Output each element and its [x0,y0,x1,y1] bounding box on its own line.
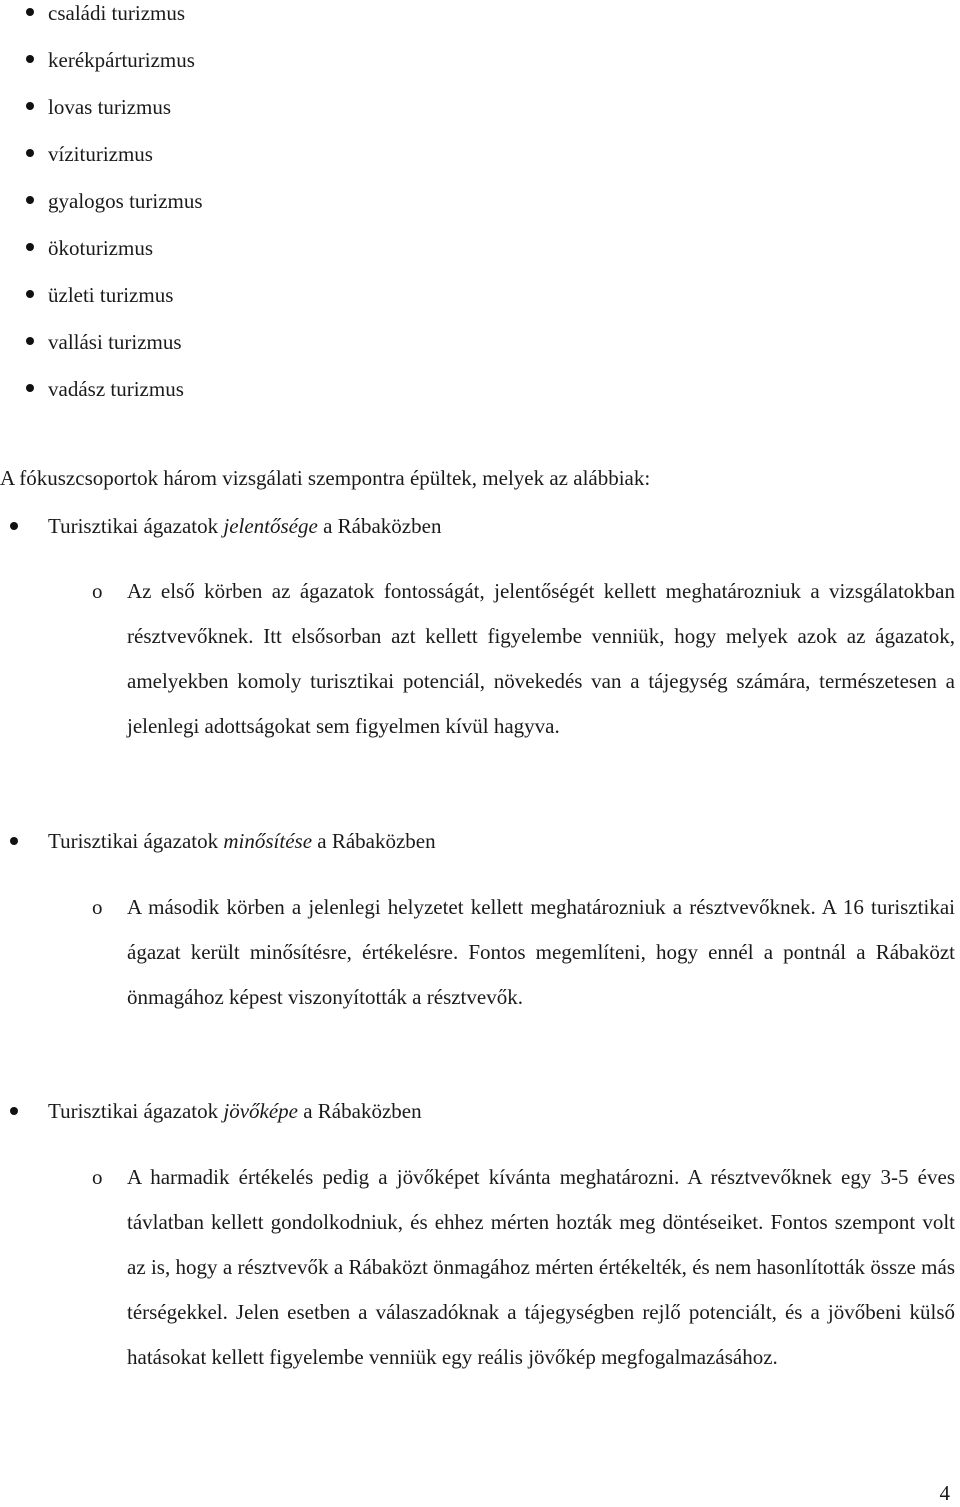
list-item-text: vadász turizmus [48,377,184,401]
page-number: 4 [939,1481,950,1505]
heading-text: Turisztikai ágazatok [48,1099,224,1123]
paragraph-text: A harmadik értékelés pedig a jövőképet kívánta meghatározni. A résztvevőknek egy 3-5 éves távlatban kellett gondolkodniuk, és ehhez mérten hozták meg döntéseiket. Fontos szempont volt az is, hogy a résztvevők a Rábaközt önmagához mérten értékelték, és nem hasonlították össze más térségekkel. Jelen esetben a válaszadóknak a tájegységben rejlő potenciált, és a jövőbeni külső hatásokat kellett figyelembe venniük egy reális jövőkép megfogalmazásához. [127,1165,955,1369]
heading-text: Turisztikai ágazatok [48,829,224,853]
sub-paragraph [92,569,955,749]
bullet-icon [10,522,18,530]
list-item-text: ökoturizmus [48,236,153,260]
heading-text: a Rábaközben [297,1099,422,1123]
bullet-icon [26,337,34,345]
list-item [0,94,960,141]
bullet-icon [10,837,18,845]
heading-emphasis: jelentősége [223,514,318,538]
intro-paragraph: A fókuszcsoportok három vizsgálati szempontra épültek, melyek az alábbiak: [0,466,651,490]
heading-emphasis: jövőképe [223,1099,298,1123]
section-heading-significance [48,512,441,540]
heading-emphasis: minősítése [223,829,313,853]
paragraph-text: A második körben a jelenlegi helyzetet kellett meghatározniuk a résztvevőknek. A 16 turisztikai ágazat került minősítésre, értékelésre. Fontos megemlíteni, hogy ennél a pontnál a Rábaközt önmagához képest viszonyították a résztvevők. [127,895,955,1009]
bullet-icon [26,102,34,110]
list-item-text: vallási turizmus [48,330,182,354]
circle-bullet-icon: o [92,579,103,603]
list-item [0,188,960,235]
sub-paragraph [92,1155,955,1380]
list-item [0,47,960,94]
bullet-icon [26,243,34,251]
list-item [0,235,960,282]
list-item-text: víziturizmus [48,142,153,166]
section-heading-rating [48,827,436,855]
list-item [0,282,960,329]
list-item-text: lovas turizmus [48,95,172,119]
bullet-icon [26,8,34,16]
circle-bullet-icon: o [92,895,103,919]
list-item-text: kerékpárturizmus [48,48,195,72]
list-item [0,376,960,423]
list-item-text: családi turizmus [48,1,186,25]
bullet-icon [26,384,34,392]
list-item-text: gyalogos turizmus [48,189,203,213]
paragraph-text: Az első körben az ágazatok fontosságát, jelentőségét kellett meghatározniuk a vizsgálatokban résztvevőknek. Itt elsősorban azt kellett figyelembe venniük, hogy melyek azok az ágazatok, amelyekben komoly turisztikai potenciál, növekedés van a tájegység számára, természetesen a jelenlegi adottságokat sem figyelmen kívül hagyva. [127,579,955,738]
section-heading-outlook [48,1097,422,1125]
bullet-icon [26,290,34,298]
heading-text: a Rábaközben [317,514,442,538]
bullet-icon [26,196,34,204]
tourism-type-list [0,0,960,423]
heading-text: Turisztikai ágazatok [48,514,224,538]
sub-paragraph [92,885,955,1020]
list-item [0,0,960,47]
circle-bullet-icon: o [92,1165,103,1189]
list-item [0,141,960,188]
list-item [0,329,960,376]
bullet-icon [10,1107,18,1115]
list-item-text: üzleti turizmus [48,283,174,307]
bullet-icon [26,55,34,63]
bullet-icon [26,149,34,157]
heading-text: a Rábaközben [312,829,436,853]
